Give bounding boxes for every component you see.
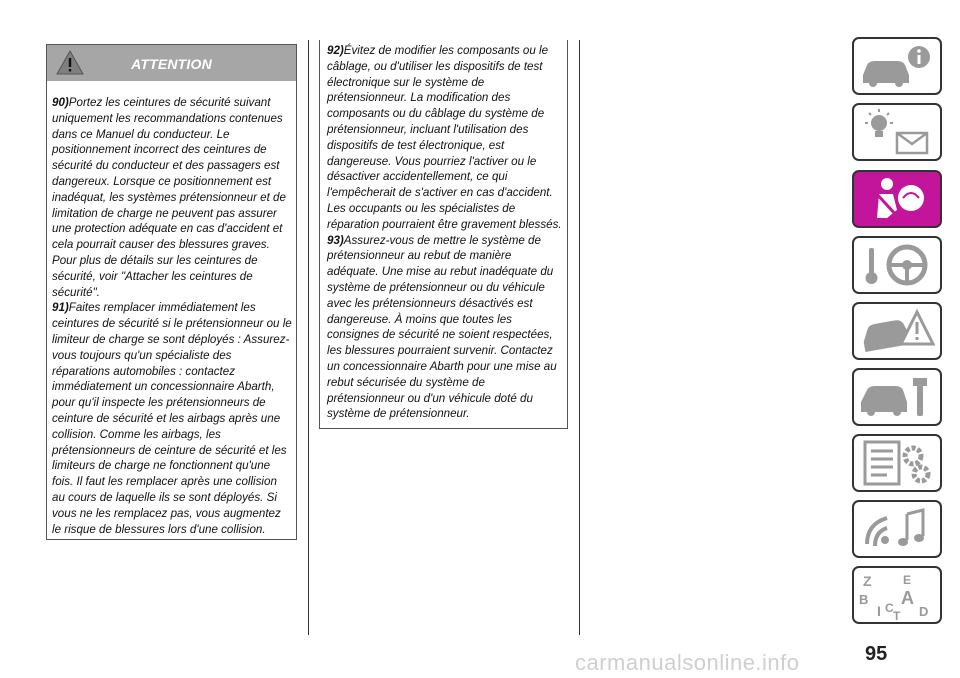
page-number: 95 [865, 643, 888, 665]
note-93 [327, 233, 563, 423]
car-info-icon [857, 41, 937, 91]
tab-lights[interactable] [852, 103, 942, 161]
car-tools-icon [857, 372, 937, 422]
alphabet-index-icon [857, 570, 937, 620]
tab-technical-data[interactable] [852, 434, 942, 492]
warning-body-continued [320, 40, 567, 422]
svg-text:Z: Z [863, 573, 872, 589]
column-divider [308, 40, 309, 635]
warning-box [46, 44, 297, 540]
note-91 [52, 300, 292, 537]
note-number: 92) [327, 44, 344, 57]
note-90 [52, 95, 292, 300]
note-number: 93) [327, 233, 344, 247]
note-text: Assurez-vous de mettre le système de prétensionneur au rebut de manière adéquate. Une mise au rebut inadéquate du système de prétensionneur ou du véhicule avec les prétensionneurs désactivés est dangereuse. À moins que toutes les consignes de sécurité ne soient respectées, les blessures pourraient survenir. Contactez un concessionnaire Abarth pour une mise au rebut sécurisée du système de prétensionneur ou d'un véhicule doté du système de prétensionneur. [327, 233, 557, 421]
lights-mail-icon [857, 107, 937, 157]
svg-text:D: D [919, 604, 929, 619]
note-text: Faites remplacer immédiatement les ceintures de sécurité si le prétensionneur ou le limiteur de charge se sont déployés : Assurez-vous toujours qu'un spécialiste des réparations automobiles : contactez immédiatement un concessionnaire Abarth, pour qu'il inspecte les prétensionneurs de ceinture de sécurité et les airbags après une collision. Comme les airbags, les prétensionneurs de ceinture de sécurité et les limiteurs de charge ne fonctionnent qu'une fois. Il faut les remplacer après une collision au cours de laquelle ils se sont déployés. Si vous ne les remplacez pas, vous augmentez le risque de blessures lors d'une collision. [52, 301, 292, 536]
note-92 [327, 43, 563, 233]
svg-text:E: E [903, 573, 912, 587]
warning-body [47, 81, 296, 537]
svg-text:T: T [893, 609, 901, 620]
svg-text:I: I [877, 603, 881, 619]
warning-header [47, 45, 296, 81]
seatbelt-airbag-icon [857, 174, 937, 224]
tab-index[interactable] [852, 566, 942, 624]
tab-starting-driving[interactable] [852, 236, 942, 294]
note-text: Évitez de modifier les composants ou le câblage, ou d'utiliser les dispositifs de test électronique sur le système de prétensionneur. La modification des composants ou du câblage du système de prétensionneur, incluant l'utilisation des dispositifs de test électronique, est dangereuse. Vous pourriez l'activer ou le désactiver accidentellement, ce qui l'empêcherait de s'activer en cas d'accident. Les occupants ou les spécialistes de réparation pourraient être gravement blessés. [327, 44, 562, 231]
note-number: 91) [52, 301, 69, 315]
tab-multimedia[interactable] [852, 500, 942, 558]
tab-vehicle-info[interactable] [852, 37, 942, 95]
tab-maintenance[interactable] [852, 368, 942, 426]
svg-text:C: C [885, 601, 894, 615]
key-steering-wheel-icon [857, 240, 937, 290]
tab-safety[interactable] [852, 170, 942, 228]
svg-text:B: B [859, 592, 869, 607]
note-number: 90) [52, 96, 69, 109]
car-warning-icon [857, 306, 937, 356]
tab-emergency[interactable] [852, 302, 942, 360]
warning-box-continued [319, 40, 568, 429]
warning-title: ATTENTION [131, 56, 212, 72]
column-divider [579, 40, 580, 635]
watermark: carmanualsonline.info [575, 650, 800, 675]
note-text: Portez les ceintures de sécurité suivant uniquement les recommandations contenues dans ce Manuel du conducteur. Le positionnement incorrect des ceintures de sécurité du conducteur et des passagers est dangereux. Lorsque ce positionnement est inadéquat, les systèmes prétensionneur et de limitation de charge ne peuvent pas assurer une protection adéquate en cas d'accident et cela pourrait causer des blessures graves. Pour plus de détails sur les ceintures de sécurité, voir "Attacher les ceintures de sécurité". [52, 96, 286, 299]
svg-text:A: A [901, 588, 914, 608]
multimedia-icon [857, 504, 937, 554]
specs-gears-icon [857, 438, 937, 488]
